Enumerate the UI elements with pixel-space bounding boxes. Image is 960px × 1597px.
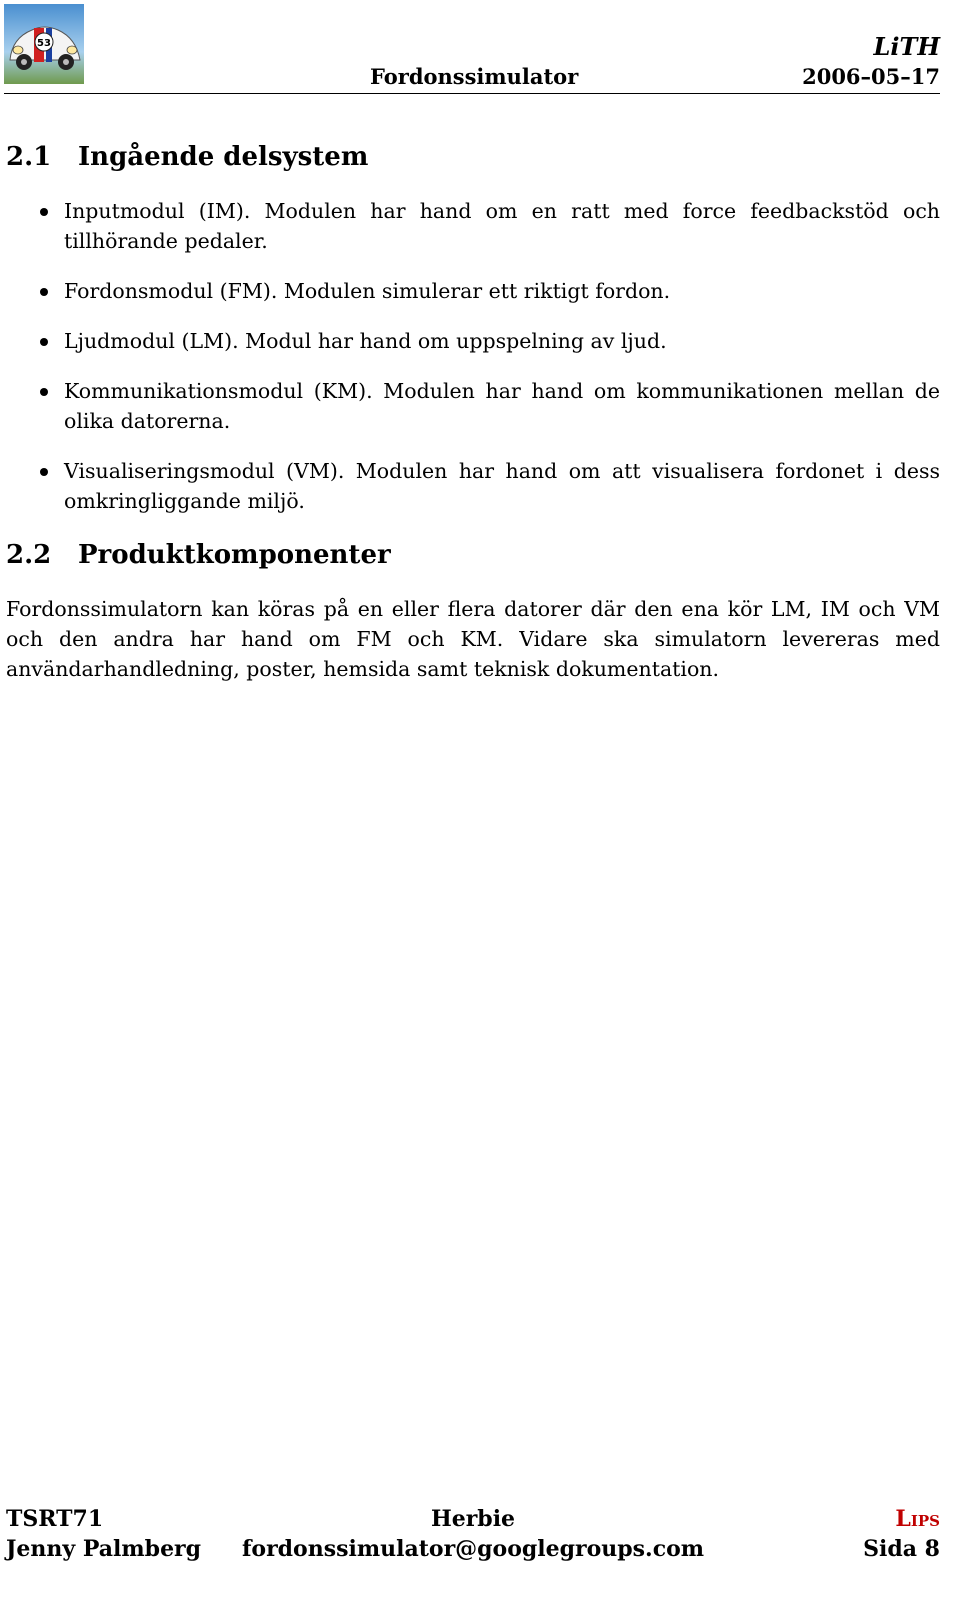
header-org: LiTH — [873, 32, 940, 61]
footer-project: Herbie — [430, 1506, 516, 1532]
bullet-icon — [40, 208, 48, 216]
bullet-icon — [40, 388, 48, 396]
header-date: 2006–05–17 — [802, 64, 940, 89]
footer-brand: Lips — [895, 1506, 940, 1532]
section-heading-2-1 — [6, 140, 940, 174]
footer-page-number: Sida 8 — [863, 1536, 940, 1562]
footer-course: TSRT71 — [6, 1506, 104, 1532]
section-number: 2.2 — [6, 540, 52, 570]
section-title: Produktkomponenter — [78, 540, 391, 570]
svg-text:53: 53 — [37, 38, 51, 49]
bullet-icon — [40, 338, 48, 346]
list-item: Inputmodul (IM). Modulen har hand om en ratt med force feedbackstöd och tillhörande pedaler. — [6, 196, 940, 256]
header-title: Fordonssimulator — [370, 64, 579, 89]
subsystem-list — [6, 196, 940, 516]
list-item: Fordonsmodul (FM). Modulen simulerar ett riktigt fordon. — [6, 276, 940, 306]
header-divider — [4, 93, 940, 94]
list-item: Visualiseringsmodul (VM). Modulen har hand om att visualisera fordonet i dess omkringliggande miljö. — [6, 456, 940, 516]
section-title: Ingående delsystem — [78, 142, 369, 172]
footer-author: Jenny Palmberg — [6, 1536, 202, 1562]
section-heading-2-2 — [6, 538, 940, 572]
page-content — [6, 140, 940, 684]
section-number: 2.1 — [6, 142, 52, 172]
section-paragraph: Fordonssimulatorn kan köras på en eller flera datorer där den ena kör LM, IM och VM och den andra har hand om FM och KM. Vidare ska simulatorn levereras med användarhandledning, poster, hemsida samt teknisk dokumentation. — [6, 597, 940, 681]
herbie-car-logo — [4, 4, 84, 84]
footer-email: fordonssimulator@googlegroups.com — [241, 1536, 705, 1562]
list-item: Ljudmodul (LM). Modul har hand om uppspelning av ljud. — [6, 326, 940, 356]
bullet-icon — [40, 288, 48, 296]
list-item: Kommunikationsmodul (KM). Modulen har hand om kommunikationen mellan de olika datorerna. — [6, 376, 940, 436]
bullet-icon — [40, 468, 48, 476]
